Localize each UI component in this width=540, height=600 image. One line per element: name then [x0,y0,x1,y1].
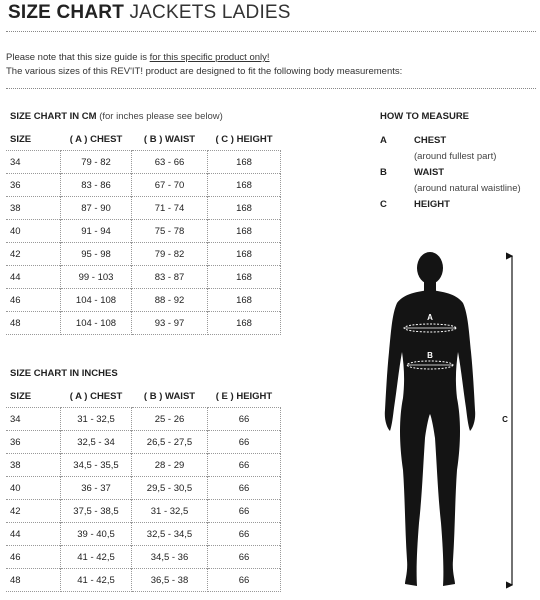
col-header-chest: ( A ) CHEST [69,390,123,402]
col-header-waist: ( B ) WAIST [143,133,196,145]
cm-table-subtitle: (for inches please see below) [99,111,223,122]
cell-waist: 71 - 74 [132,197,208,220]
cell-height: 66 [208,477,281,500]
cell-waist: 75 - 78 [132,220,208,243]
cell-chest: 79 - 82 [61,151,132,174]
cell-waist: 34,5 - 36 [132,546,208,569]
cell-chest: 34,5 - 35,5 [61,454,132,477]
cell-height: 66 [208,546,281,569]
cell-waist: 63 - 66 [132,151,208,174]
cell-waist: 36,5 - 38 [132,569,208,592]
cell-waist: 26,5 - 27,5 [132,431,208,454]
cm-size-table [6,128,281,335]
figure-label-c: C [502,415,508,424]
page-title [8,2,291,24]
measure-letter: A [380,134,387,146]
table-row [6,243,281,266]
cell-size: 44 [6,523,61,546]
measure-letter: B [380,166,387,178]
cell-chest: 87 - 90 [61,197,132,220]
figure-label-b: B [427,351,433,360]
table-header-row [6,128,281,151]
measure-desc: (around natural waistline) [414,182,521,194]
cell-size: 48 [6,312,61,335]
cell-chest: 83 - 86 [61,174,132,197]
cell-waist: 28 - 29 [132,454,208,477]
title-light: JACKETS LADIES [129,2,291,23]
how-to-measure-title: HOW TO MEASURE [380,111,470,122]
cell-chest: 31 - 32,5 [61,408,132,431]
cell-size: 44 [6,266,61,289]
how-to-measure [380,111,521,212]
cell-waist: 32,5 - 34,5 [132,523,208,546]
col-header-chest: ( A ) CHEST [69,133,123,145]
cell-chest: 91 - 94 [61,220,132,243]
cell-size: 46 [6,289,61,312]
inch-size-table [6,385,281,592]
measure-item-height [380,196,521,212]
note-line-2: The various sizes of this REV'IT! product are designed to fit the following body measurements: [6,66,403,77]
cm-table-heading [10,111,223,122]
cell-size: 36 [6,174,61,197]
cell-height: 168 [208,151,281,174]
cell-size: 40 [6,220,61,243]
cell-waist: 25 - 26 [132,408,208,431]
cell-size: 48 [6,569,61,592]
cell-size: 38 [6,454,61,477]
table-row [6,289,281,312]
col-header-height: ( E ) HEIGHT [215,390,273,402]
cell-height: 168 [208,289,281,312]
cell-size: 34 [6,408,61,431]
measure-item-chest [380,132,521,148]
col-header-size: SIZE [10,133,32,145]
measure-item-waist [380,164,521,180]
measure-label: CHEST [414,134,447,146]
cell-waist: 83 - 87 [132,266,208,289]
table-row [6,500,281,523]
note-line-1 [6,52,270,63]
cell-height: 168 [208,266,281,289]
cell-height: 168 [208,220,281,243]
cell-chest: 41 - 42,5 [61,546,132,569]
table-row [6,220,281,243]
cell-height: 66 [208,569,281,592]
table-row [6,174,281,197]
cell-size: 46 [6,546,61,569]
col-header-waist: ( B ) WAIST [143,390,196,402]
table-row [6,197,281,220]
cell-height: 168 [208,197,281,220]
cell-height: 66 [208,523,281,546]
table-row [6,454,281,477]
cm-table-title: SIZE CHART IN CM [10,111,97,122]
cell-size: 36 [6,431,61,454]
table-row [6,523,281,546]
cell-height: 168 [208,312,281,335]
cell-height: 66 [208,431,281,454]
table-row [6,151,281,174]
body-silhouette-figure [375,248,535,593]
note-prefix: Please note that this size guide is [6,52,150,63]
table-row [6,546,281,569]
cell-chest: 95 - 98 [61,243,132,266]
cell-chest: 36 - 37 [61,477,132,500]
cell-height: 168 [208,174,281,197]
cell-chest: 41 - 42,5 [61,569,132,592]
measure-letter: C [380,198,387,210]
title-bold: SIZE CHART [8,2,124,23]
cell-chest: 104 - 108 [61,289,132,312]
measure-label: HEIGHT [414,198,450,210]
table-row [6,477,281,500]
silhouette-body [385,252,475,586]
cell-waist: 31 - 32,5 [132,500,208,523]
table-row [6,408,281,431]
cell-waist: 67 - 70 [132,174,208,197]
cell-size: 40 [6,477,61,500]
table-row [6,569,281,592]
cell-height: 66 [208,408,281,431]
cell-waist: 88 - 92 [132,289,208,312]
cell-height: 66 [208,500,281,523]
measure-label: WAIST [414,166,445,178]
col-header-size: SIZE [10,390,32,402]
col-header-height: ( C ) HEIGHT [215,133,273,145]
product-specific-link[interactable]: for this specific product only! [149,52,270,63]
cell-chest: 39 - 40,5 [61,523,132,546]
cell-chest: 99 - 103 [61,266,132,289]
cell-size: 42 [6,500,61,523]
table-row [6,266,281,289]
cell-chest: 32,5 - 34 [61,431,132,454]
cell-chest: 104 - 108 [61,312,132,335]
cell-chest: 37,5 - 38,5 [61,500,132,523]
cell-size: 38 [6,197,61,220]
cell-height: 168 [208,243,281,266]
cell-waist: 79 - 82 [132,243,208,266]
cell-waist: 29,5 - 30,5 [132,477,208,500]
cell-height: 66 [208,454,281,477]
figure-label-a: A [427,313,433,322]
header-divider [6,31,536,32]
cell-size: 42 [6,243,61,266]
notes-divider [6,88,536,89]
table-header-row [6,385,281,408]
cell-size: 34 [6,151,61,174]
table-row [6,312,281,335]
measure-desc: (around fullest part) [414,150,497,162]
inch-table-heading: SIZE CHART IN INCHES [10,368,118,379]
cell-waist: 93 - 97 [132,312,208,335]
table-row [6,431,281,454]
